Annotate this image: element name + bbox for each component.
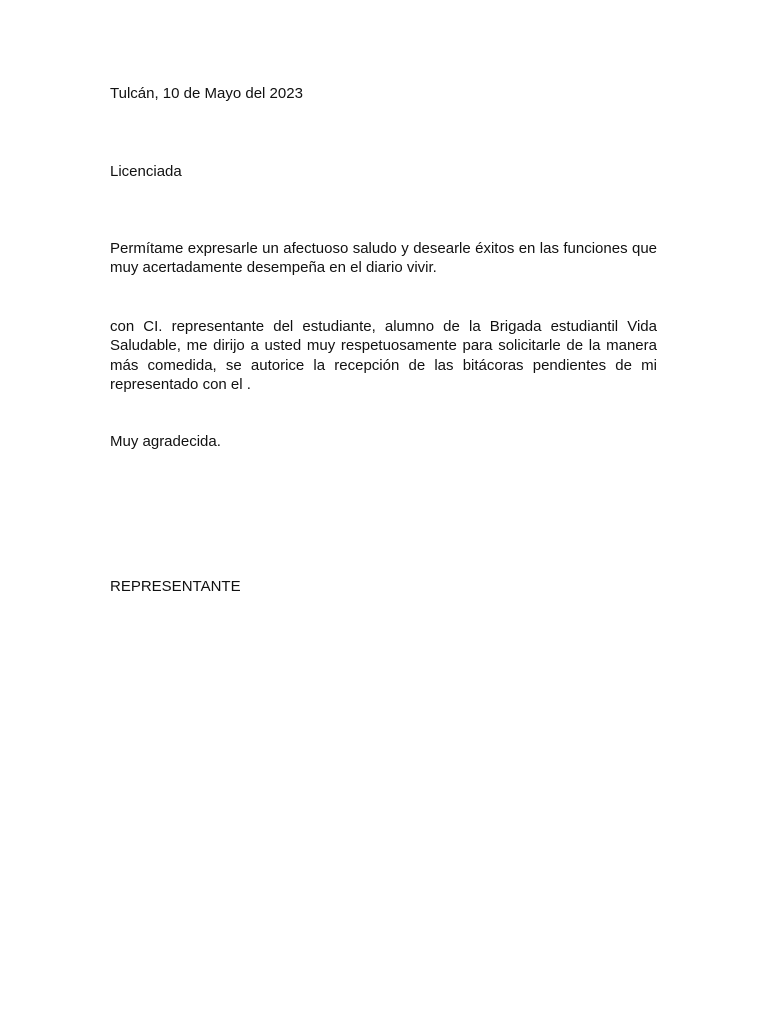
greeting-paragraph: Permítame expresarle un afectuoso saludo y desearle éxitos en las funciones que muy acertadamente desempeña en el diario vivir.	[110, 240, 657, 277]
signature-label: REPRESENTANTE	[110, 578, 241, 595]
body-paragraph: con CI. representante del estudiante, alumno de la Brigada estudiantil Vida Saludable, me dirijo a usted muy respetuosamente para solicitarle de la manera más comedida, se autorice la recepción de las bitácoras pendientes de mi representado con el .	[110, 318, 657, 393]
date-line: Tulcán, 10 de Mayo del 2023	[110, 85, 303, 102]
closing-line: Muy agradecida.	[110, 433, 221, 450]
recipient-line: Licenciada	[110, 163, 182, 180]
